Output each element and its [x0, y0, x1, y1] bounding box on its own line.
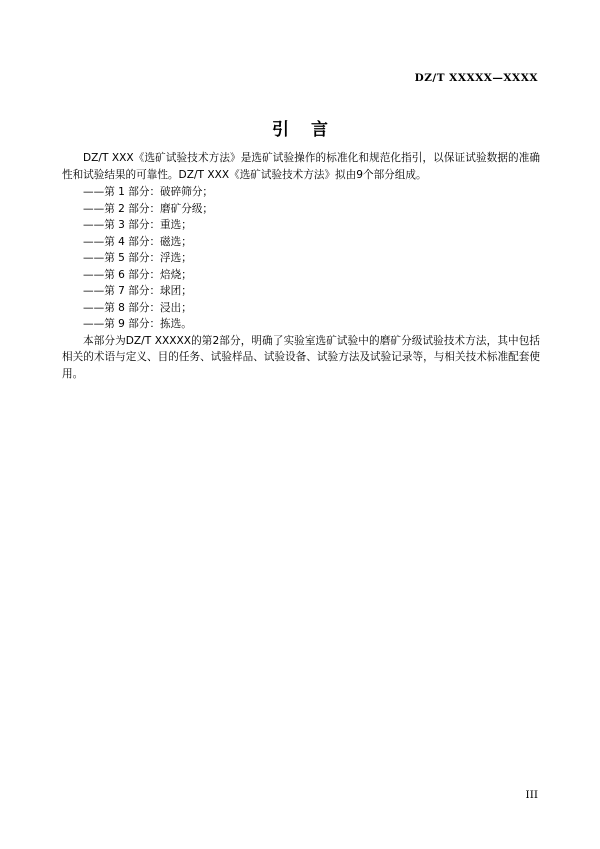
list-item: ——第 4 部分：磁选； — [83, 235, 192, 248]
list-item: ——第 1 部分：破碎筛分； — [83, 186, 214, 198]
list-item: ——第 9 部分：拣选。 — [83, 318, 192, 330]
list-item: ——第 8 部分：浸出； — [83, 301, 192, 314]
page-title-left: 引 — [272, 120, 289, 140]
page-title — [0, 115, 600, 140]
list-item: ——第 3 部分：重选； — [83, 219, 192, 231]
document-body — [62, 150, 540, 383]
page-number: III — [525, 789, 538, 801]
list-item: ——第 7 部分：球团； — [83, 285, 192, 297]
list-item: ——第 5 部分：浮选； — [83, 252, 192, 264]
list-item: ——第 2 部分：磨矿分级； — [83, 202, 214, 215]
closing-paragraph: 本部分为DZ/T XXXXX的第2部分，明确了实验室选矿试验中的磨矿分级试验技术方法，其中包括相关的术语与定义、目的任务、试验样品、试验设备、试验方法及试验记录等，与相关技术标准配套使用。 — [62, 334, 540, 380]
part-list — [62, 184, 540, 333]
intro-paragraph: DZ/T XXX《选矿试验技术方法》是选矿试验操作的标准化和规范化指引，以保证试验数据的准确性和试验结果的可靠性。DZ/T XXX《选矿试验技术方法》拟由9个部分组成。 — [62, 152, 540, 181]
page-header-standard-number: DZ/T XXXXX—XXXX — [414, 72, 538, 84]
page-title-right: 言 — [311, 120, 328, 140]
list-item: ——第 6 部分：焙烧； — [83, 268, 192, 281]
